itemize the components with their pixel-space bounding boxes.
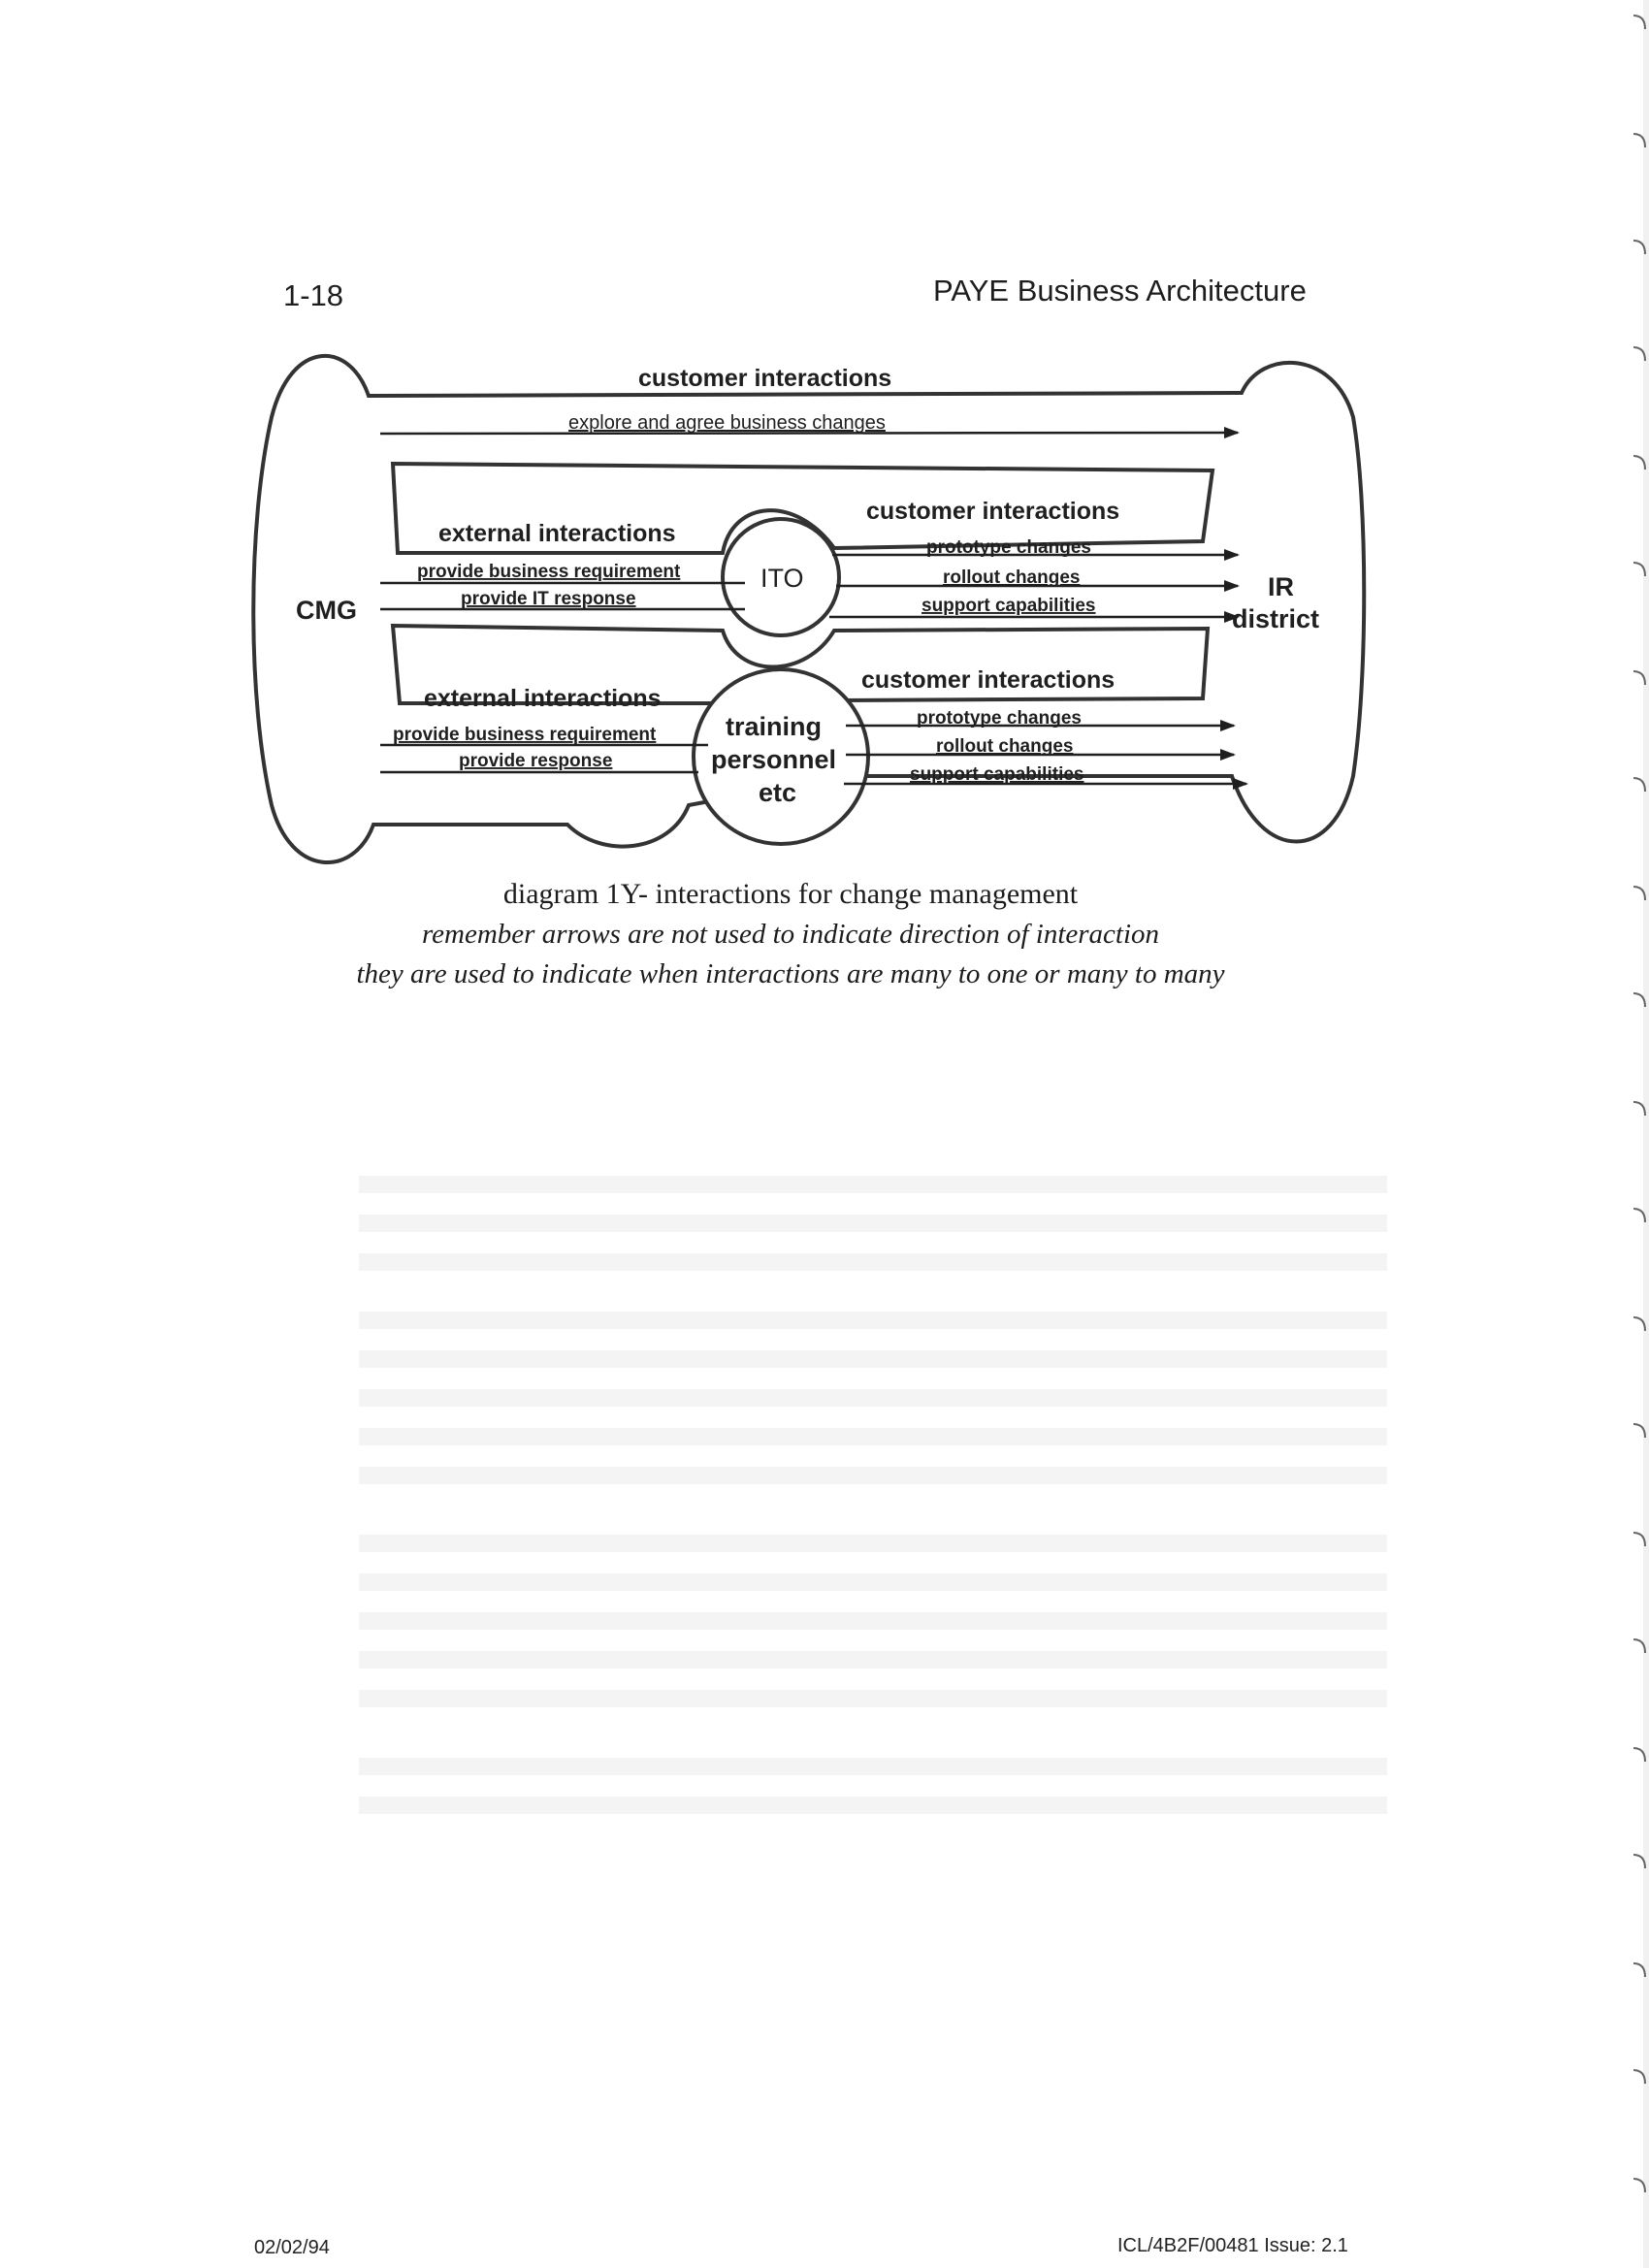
show-through-text bbox=[359, 1164, 1387, 1280]
ito-left-item-2: provide IT response bbox=[461, 589, 636, 609]
ito-left-band-title: external interactions bbox=[438, 520, 676, 547]
ito-right-item-2: rollout changes bbox=[943, 567, 1081, 588]
node-training-line3: etc bbox=[759, 778, 797, 807]
show-through-text bbox=[359, 1746, 1387, 1824]
top-band-title: customer interactions bbox=[638, 365, 892, 392]
diagram-note-line-2: they are used to indicate when interactions are many to one or many to many bbox=[356, 958, 1225, 989]
training-right-band-title: customer interactions bbox=[861, 666, 1116, 694]
footer-reference: ICL/4B2F/00481 Issue: 2.1 bbox=[1117, 2235, 1348, 2256]
node-training-line2: personnel bbox=[711, 745, 837, 774]
interaction-diagram bbox=[242, 340, 1397, 868]
diagram-caption: diagram 1Y- interactions for change management bbox=[502, 878, 1079, 910]
training-right-item-2: rollout changes bbox=[936, 736, 1074, 757]
node-training-line1: training bbox=[726, 712, 822, 741]
training-right-item-1: prototype changes bbox=[917, 708, 1082, 729]
node-cmg: CMG bbox=[296, 596, 357, 625]
diagram-note-line-1: remember arrows are not used to indicate direction of interaction bbox=[421, 919, 1160, 950]
top-band-arrow-label: explore and agree business changes bbox=[568, 412, 886, 434]
node-ir-line2: district bbox=[1232, 604, 1320, 633]
training-left-item-1: provide business requirement bbox=[393, 725, 657, 745]
training-left-item-2: provide response bbox=[459, 751, 613, 771]
footer-date: 02/02/94 bbox=[254, 2237, 330, 2258]
page-header-title: PAYE Business Architecture bbox=[933, 274, 1307, 308]
ito-left-item-1: provide business requirement bbox=[417, 562, 681, 582]
node-ito: ITO bbox=[760, 564, 804, 593]
node-ir-line1: IR bbox=[1268, 572, 1294, 601]
ito-right-band-title: customer interactions bbox=[866, 498, 1120, 525]
ito-right-item-3: support capabilities bbox=[922, 596, 1096, 616]
show-through-text bbox=[359, 1523, 1387, 1717]
training-left-band-title: external interactions bbox=[424, 685, 662, 712]
binder-margin-ticks bbox=[1614, 0, 1649, 2268]
show-through-text bbox=[359, 1300, 1387, 1494]
ito-right-item-1: prototype changes bbox=[926, 537, 1091, 558]
page-number: 1-18 bbox=[283, 278, 344, 312]
training-right-item-3: support capabilities bbox=[910, 764, 1084, 785]
